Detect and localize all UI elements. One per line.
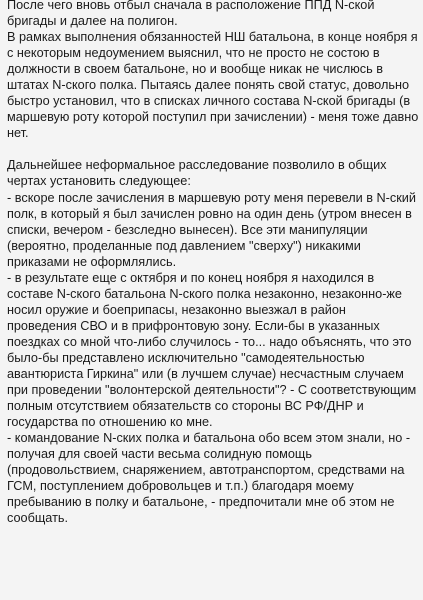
paragraph-spacer [7,141,419,157]
message-paragraph-2: Дальнейшее неформальное расследование позволило в общих чертах установить следующее: - вскоре после зачисления в маршевую роту меня перевели в N-ский полк, в который я был зачислен ровно на один день (утром внесен в списки, вечером - безследно вынесен). Все эти манипуляции (вероятно, проделанные под давлением "сверху") никакими приказами не оформлялись. - в результате еще с октября и по конец ноября я находился в составе N-ского батальона N-ского полка незаконно, незаконно-же носил оружие и боеприпасы, незаконно выезжал в район проведения СВО и в прифронтовую зону. Если-бы в указанных поездках со мной что-либо случилось - то... надо объяснять, что это было-бы представлено исключительно "самодеятельностью авантюриста Гиркина" или (в лучшем случае) несчастным случаем при проведении "волонтерской деятельности"? - С соответствующим полным отсутствием обязательств со стороны ВС РФ/ДНР и государства по отношению ко мне. - командование N-ских полка и батальона обо всем этом знали, но - получая для своей части весьма солидную помощь (продовольствием, снаряжением, автотранспортом, средствами на ГСМ, поступлением добровольцев и т.п.) благодаря моему пребыванию в полку и батальоне, - предпочитали мне об этом не сообщать. [7,158,417,526]
message-paragraph-1: После чего вновь отбыл сначала в расположение ППД N-ской бригады и далее на полигон. В рамках выполнения обязанностей НШ батальона, в конце ноября я с некоторым недоумением выяснил, что не просто не состою в должности в своем батальоне, но и вообще никак не числюсь в штатах N-ского полка. Пытаясь далее понять свой статус, довольно быстро установил, что в списках личного состава N-ской бригады (в маршевую роту которой поступил при зачислении) - меня тоже давно нет. [7,0,419,141]
